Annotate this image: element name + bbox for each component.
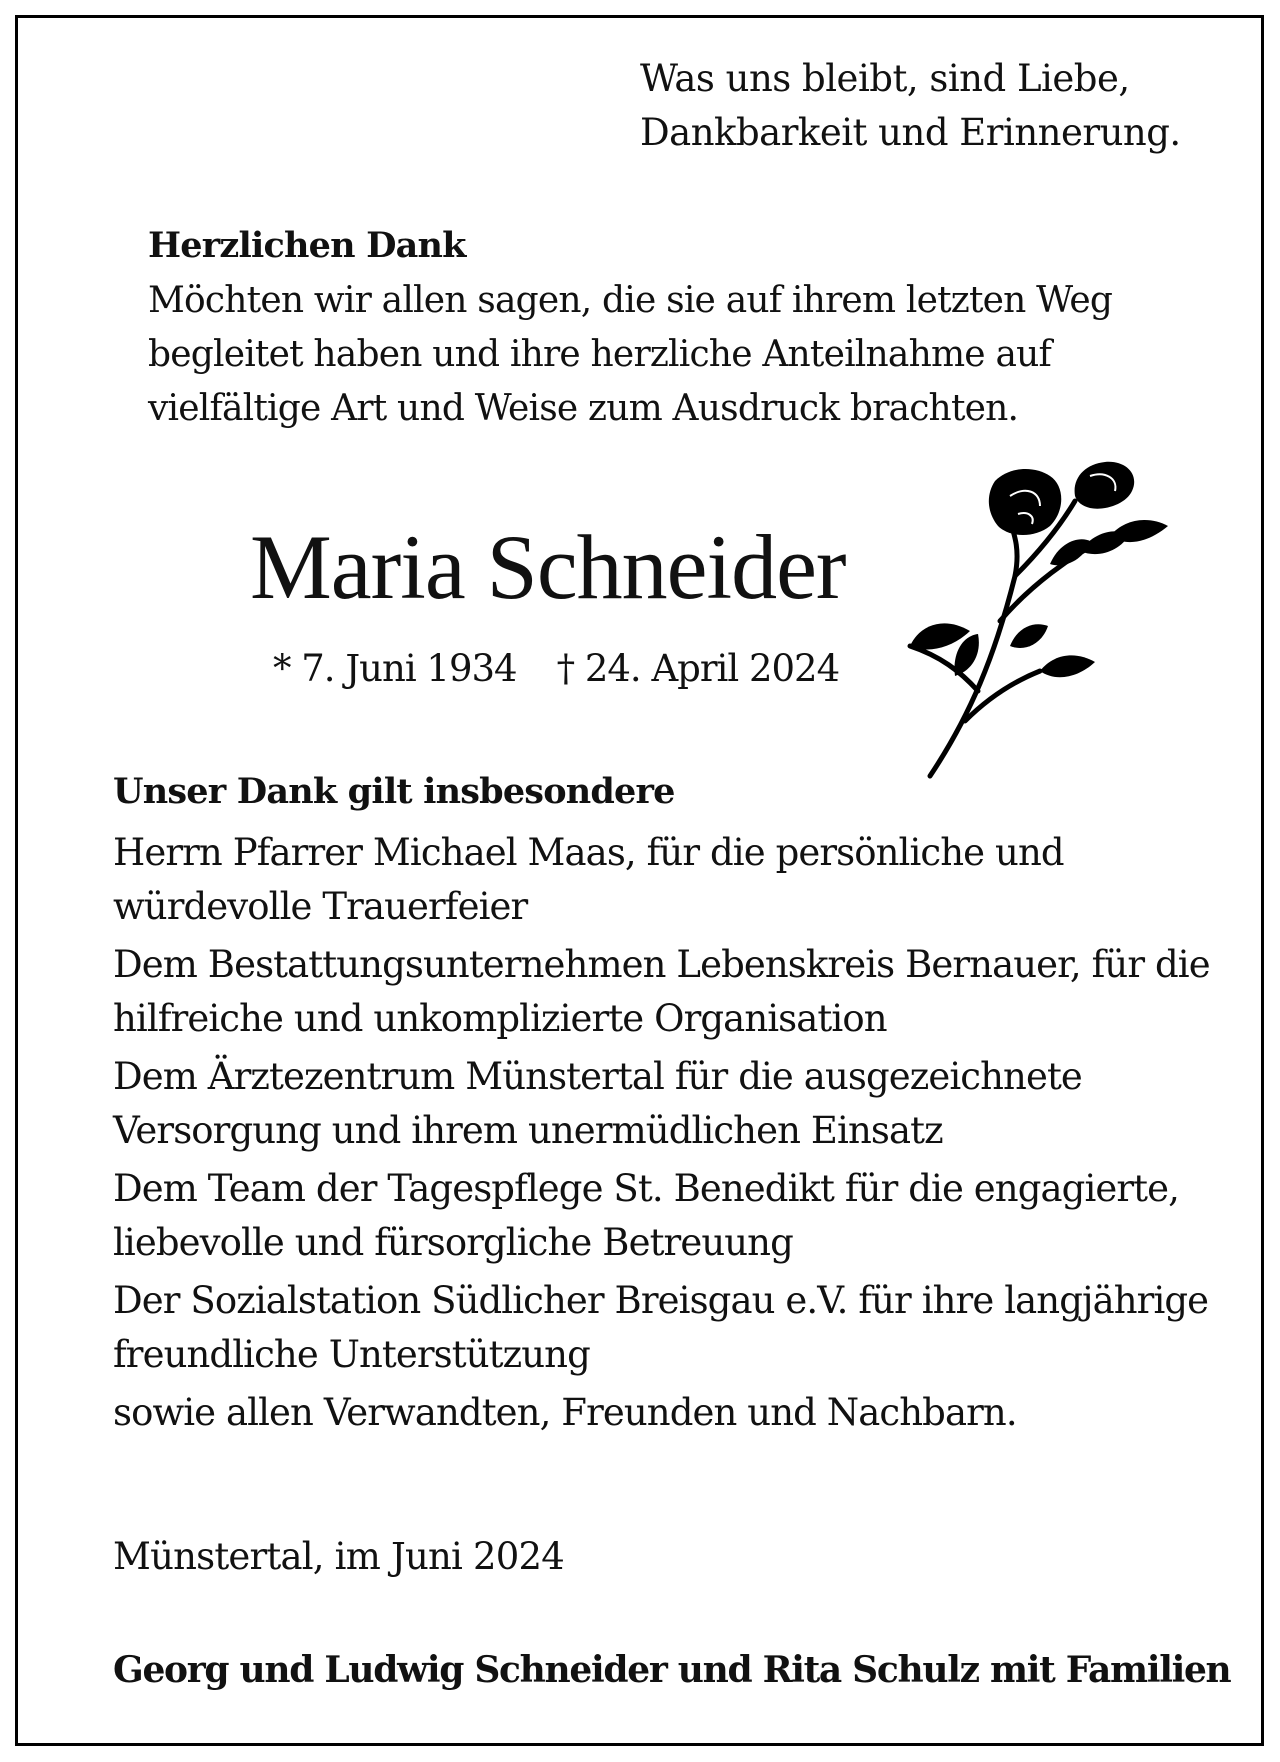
life-dates bbox=[273, 644, 839, 694]
intro-heading: Herzlichen Dank bbox=[148, 225, 466, 266]
thanks-entry bbox=[113, 826, 1210, 934]
motto-line: Dankbarkeit und Erinnerung. bbox=[640, 111, 1181, 154]
death-date: † 24. April 2024 bbox=[556, 647, 840, 690]
thanks-entry bbox=[113, 1386, 1210, 1440]
thanks-line: Herrn Pfarrer Michael Maas, für die persönliche und bbox=[113, 831, 1064, 874]
thanks-line: Der Sozialstation Südlicher Breisgau e.V. für ihre langjährige bbox=[113, 1279, 1209, 1322]
thanks-line: würdevolle Trauerfeier bbox=[113, 885, 528, 928]
thanks-heading: Unser Dank gilt insbesondere bbox=[113, 771, 675, 812]
thanks-entry bbox=[113, 938, 1210, 1046]
thanks-line: liebevolle und fürsorgliche Betreuung bbox=[113, 1221, 793, 1264]
thanks-entry bbox=[113, 1274, 1210, 1382]
intro-line: Möchten wir allen sagen, die sie auf ihrem letzten Weg bbox=[148, 280, 1113, 321]
motto bbox=[640, 52, 1181, 160]
thanks-entry bbox=[113, 1162, 1210, 1270]
thanks-line: hilfreiche und unkomplizierte Organisation bbox=[113, 997, 887, 1040]
thanks-line: sowie allen Verwandten, Freunden und Nachbarn. bbox=[113, 1391, 1017, 1434]
signature: Georg und Ludwig Schneider und Rita Schulz mit Familien bbox=[113, 1649, 1231, 1691]
deceased-name: Maria Schneider bbox=[250, 516, 846, 618]
thanks-line: freundliche Unterstützung bbox=[113, 1333, 590, 1376]
thanks-line: Dem Bestattungsunternehmen Lebenskreis Bernauer, für die bbox=[113, 943, 1210, 986]
intro-line: begleitet haben und ihre herzliche Anteilnahme auf bbox=[148, 334, 1052, 375]
thanks-line: Dem Ärztezentrum Münstertal für die ausgezeichnete bbox=[113, 1055, 1082, 1098]
place-date: Münstertal, im Juni 2024 bbox=[113, 1535, 564, 1578]
rose-icon bbox=[900, 456, 1200, 786]
intro-section bbox=[148, 218, 1112, 436]
thanks-entry bbox=[113, 1050, 1210, 1158]
thanks-line: Dem Team der Tagespflege St. Benedikt für die engagierte, bbox=[113, 1167, 1179, 1210]
birth-date: * 7. Juni 1934 bbox=[273, 647, 517, 690]
thanks-line: Versorgung und ihrem unermüdlichen Einsatz bbox=[113, 1109, 943, 1152]
intro-line: vielfältige Art und Weise zum Ausdruck brachten. bbox=[148, 388, 1019, 429]
thanks-section bbox=[113, 762, 1210, 1440]
motto-line: Was uns bleibt, sind Liebe, bbox=[640, 57, 1130, 100]
